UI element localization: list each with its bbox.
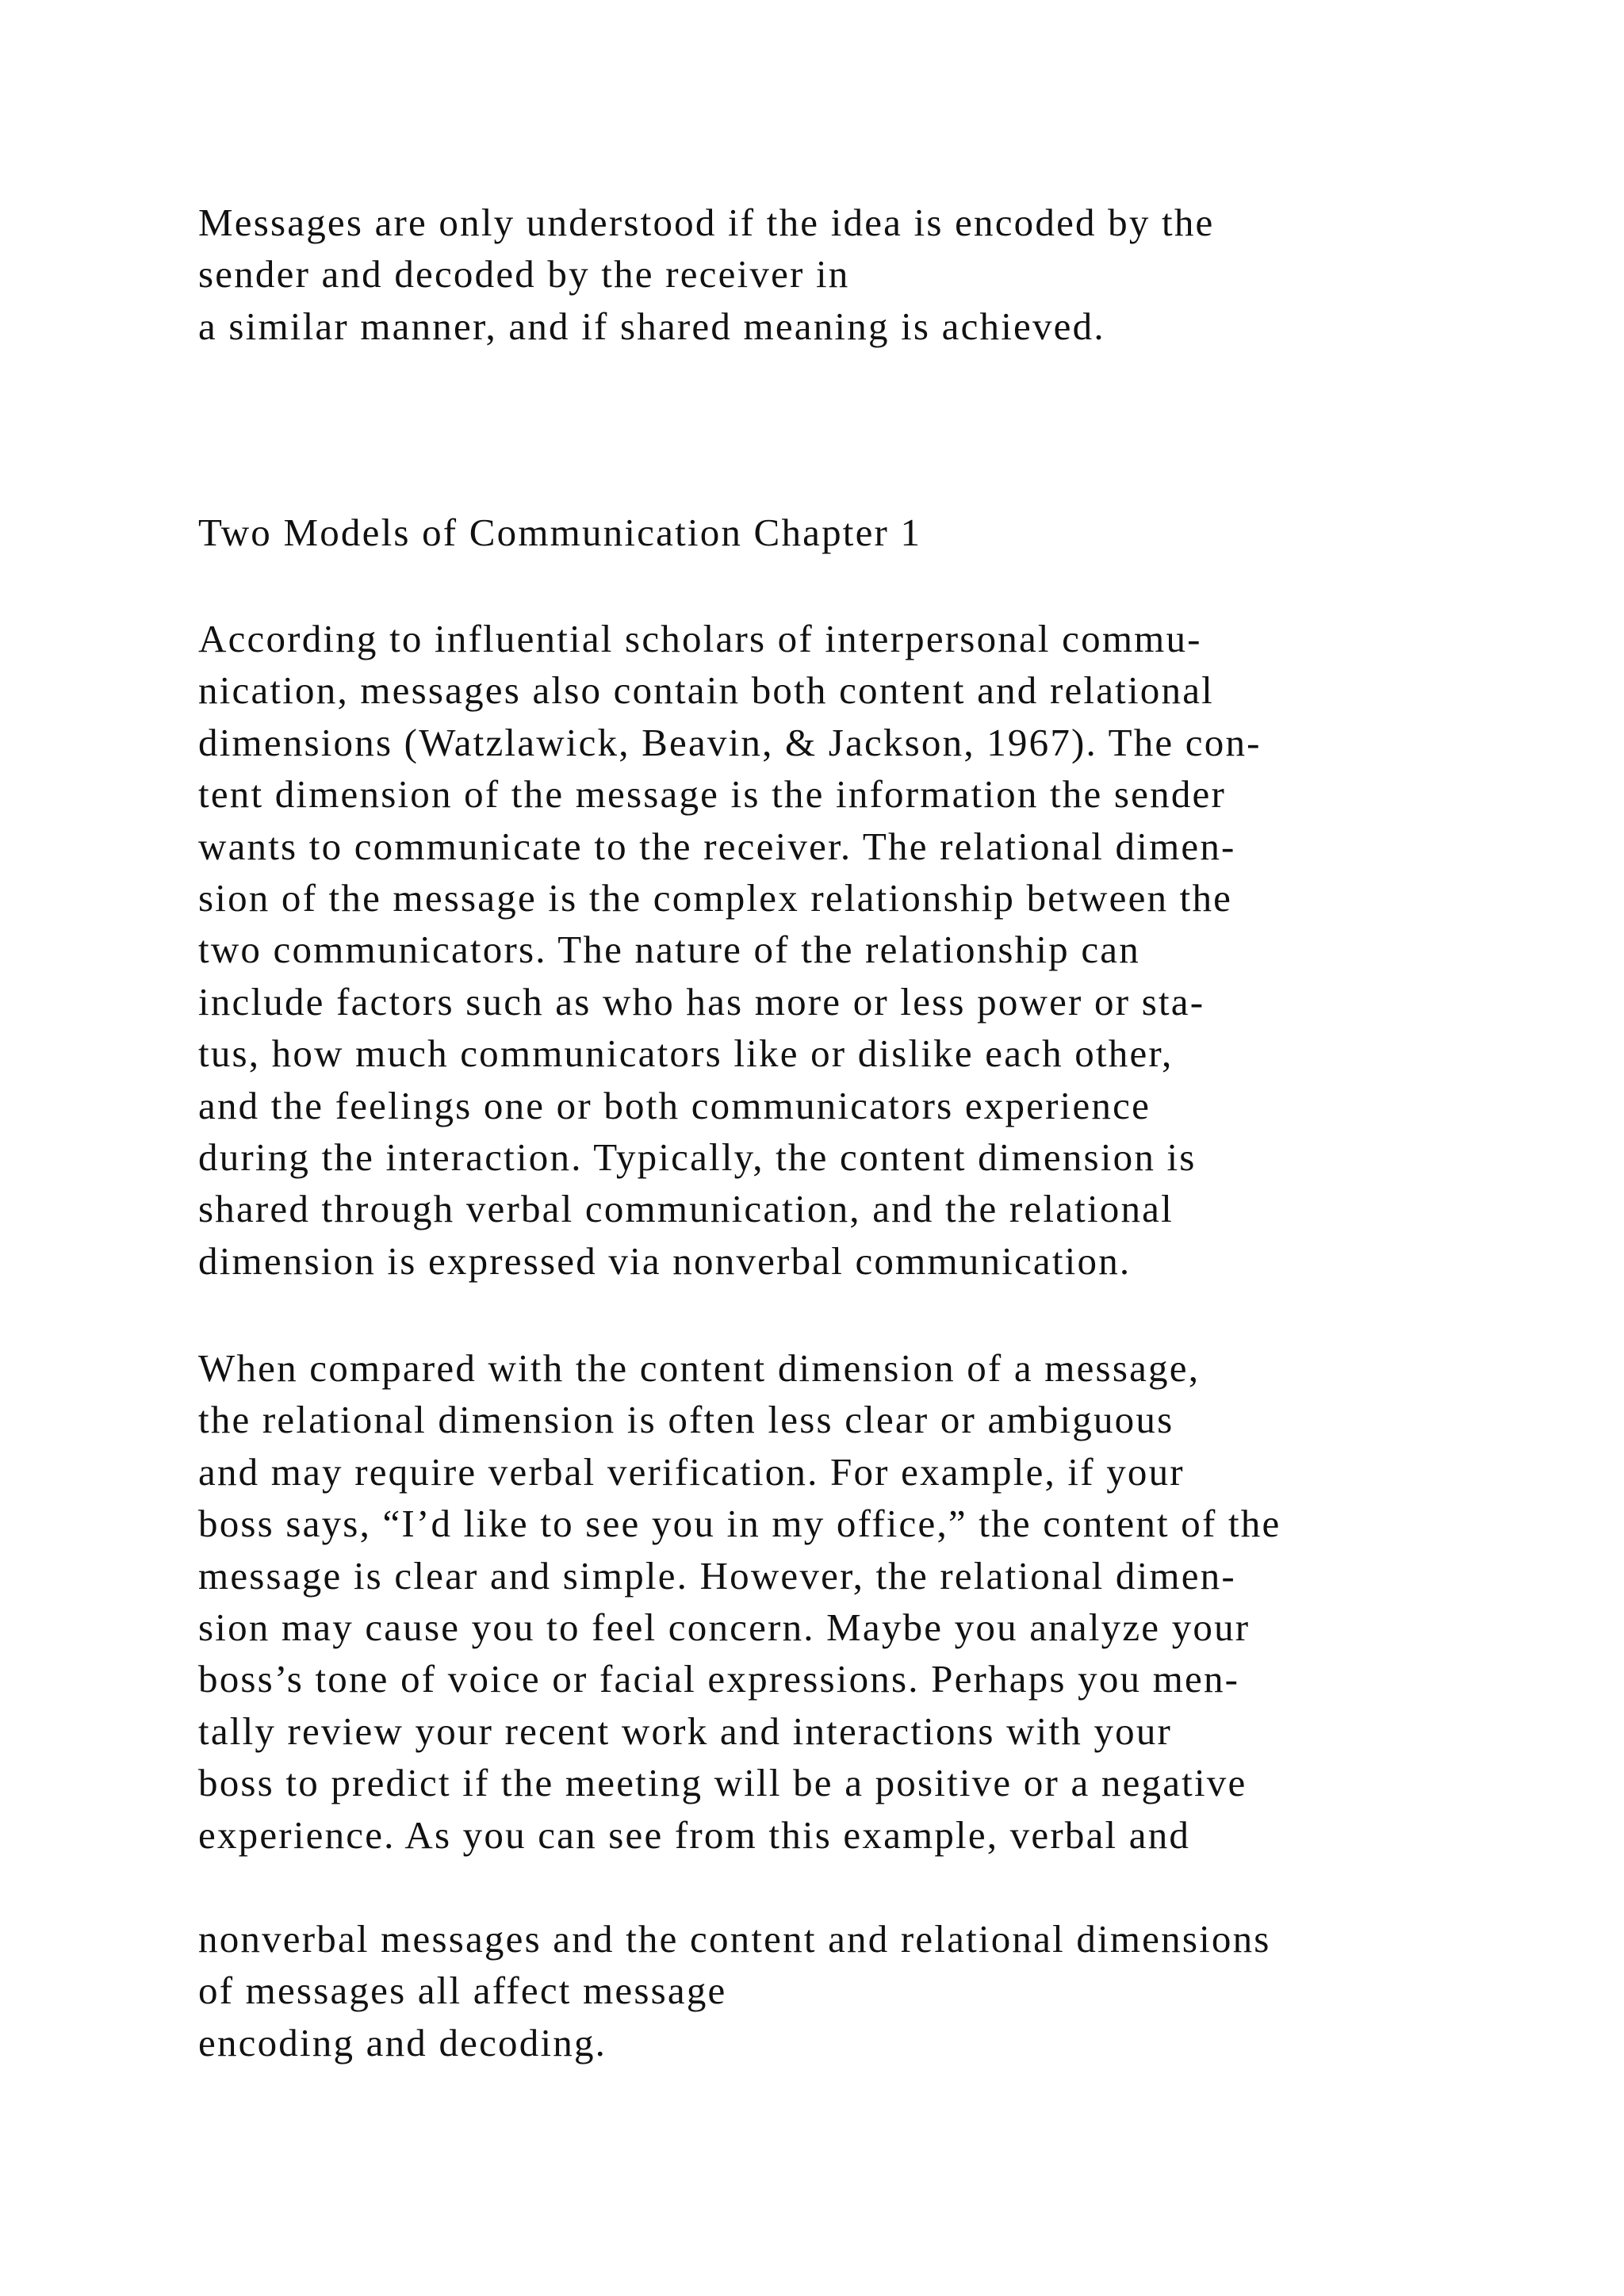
paragraph-encoding-decoding — [198, 1913, 1507, 2068]
text-line: When compared with the content dimension of a message, — [198, 1346, 1201, 1390]
text-line: sion of the message is the complex relationship between the — [198, 876, 1233, 920]
text-line: tent dimension of the message is the information the sender — [198, 772, 1226, 817]
text-line: two communicators. The nature of the relationship can — [198, 928, 1140, 972]
text-line: during the interaction. Typically, the content dimension is — [198, 1135, 1197, 1180]
text-line: dimension is expressed via nonverbal communication. — [198, 1238, 1132, 1283]
text-line: encoding and decoding. — [198, 2020, 607, 2064]
text-line: of messages all affect message — [198, 1969, 727, 2013]
text-line: nonverbal messages and the content and relational dimensions — [198, 1917, 1271, 1961]
text-line: include factors such as who has more or less power or sta- — [198, 979, 1205, 1024]
text-line: and the feelings one or both communicators experience — [198, 1083, 1151, 1127]
text-line: sender and decoded by the receiver in — [198, 252, 850, 297]
text-line: tus, how much communicators like or dislike each other, — [198, 1031, 1174, 1076]
paragraph-boss-example — [198, 1342, 1507, 1861]
text-line: experience. As you can see from this example, verbal and — [198, 1812, 1191, 1857]
text-line: boss says, “I’d like to see you in my office,” the content of the — [198, 1502, 1281, 1546]
text-line: wants to communicate to the receiver. The relational dimen- — [198, 824, 1236, 868]
text-line: the relational dimension is often less clear or ambiguous — [198, 1398, 1174, 1442]
paragraph-shared-meaning — [198, 197, 1507, 352]
text-line: and may require verbal verification. For example, if your — [198, 1449, 1185, 1494]
text-line: a similar manner, and if shared meaning is achieved. — [198, 304, 1105, 348]
text-line: boss’s tone of voice or facial expressions. Perhaps you men- — [198, 1657, 1240, 1701]
text-line: sion may cause you to feel concern. Maybe you analyze your — [198, 1605, 1251, 1650]
running-header — [198, 507, 1507, 558]
text-line: According to influential scholars of interpersonal commu- — [198, 617, 1202, 660]
text-line: dimensions (Watzlawick, Beavin, & Jackson, 1967). The con- — [198, 720, 1262, 764]
text-line: tally review your recent work and interactions with your — [198, 1709, 1173, 1753]
text-line: nication, messages also contain both content and relational — [198, 668, 1214, 713]
paragraph-content-relational — [198, 613, 1507, 1287]
text-line: shared through verbal communication, and the relational — [198, 1187, 1174, 1231]
chapter-header-text: Two Models of Communication Chapter 1 — [198, 511, 922, 554]
text-line: message is clear and simple. However, the relational dimen- — [198, 1553, 1236, 1598]
text-line: boss to predict if the meeting will be a positive or a negative — [198, 1761, 1247, 1805]
text-line: Messages are only understood if the idea is encoded by the — [198, 201, 1215, 244]
